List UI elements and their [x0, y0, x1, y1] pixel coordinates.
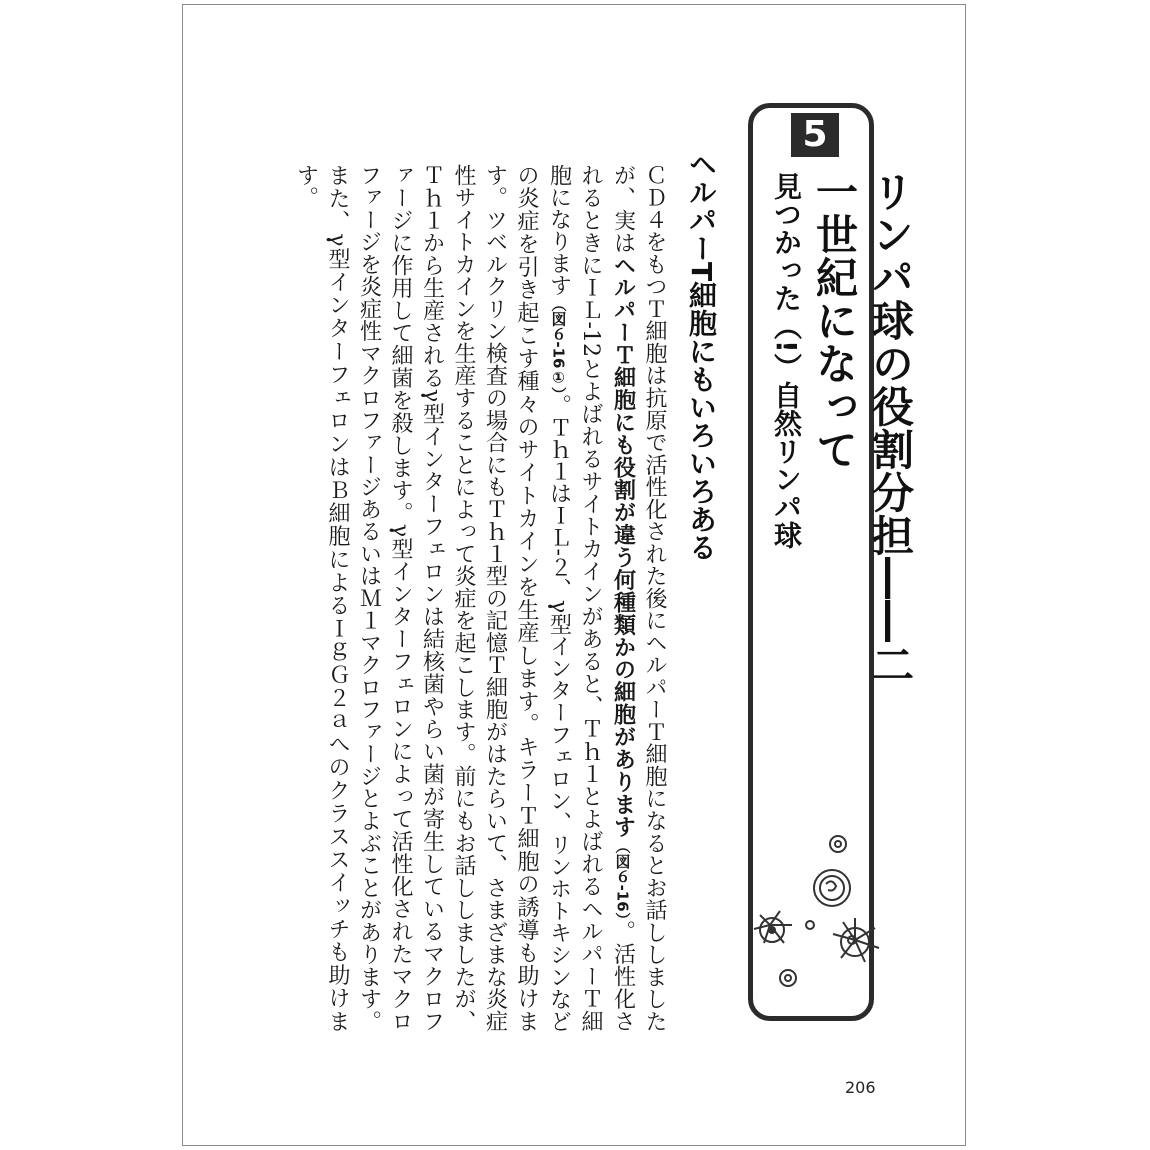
body-text-part: 。活性化されるときにＩＬ-12とよばれるサイトカインがあると、Ｔｈ１とよばれるヘルパーＴ細胞になります: [546, 164, 636, 1033]
body-emphasis: ヘルパーＴ細胞にも役割が違う何種類かの細胞があります: [610, 253, 636, 839]
page-number: 206: [845, 1078, 876, 1097]
section-heading: ヘルパーT細胞にもいろいろある: [685, 150, 718, 562]
figure-reference: （図６-16①）: [549, 296, 568, 395]
body-paragraph: [286, 164, 670, 1032]
figure-reference: （図６-16）: [613, 838, 632, 921]
chapter-title-main: リンパ球の役割分担――二一世紀になって: [810, 170, 915, 686]
chapter-number: 5: [791, 113, 839, 157]
body-text-part: ＣＤ４をもつＴ細胞は抗原で活性化された後にヘルパーＴ細胞になるとお話ししましたが、実は: [610, 164, 667, 1033]
chapter-title-sub: 見つかった（!）自然リンパ球: [770, 172, 803, 549]
body-text-part: 。Ｔｈ１はＩＬ-２、γ型インターフェロン、リンホトキシンなどの炎症を引き起こす種々のサイトカインを生産します。キラーＴ細胞の誘導も助けます。ツベルクリン検査の場合にもＴｈ１型の記憶Ｔ細胞がはたらいて、さまざまな炎症性サイトカインを生産することによって炎症を起こします。前にもお話ししましたが、Ｔｈ１から生産されるγ型インターフェロンは結核菌やらい菌が寄生しているマクロファージに作用して細菌を殺します。γ型インターフェロンによって活性化されたマクロファージを炎症性マクロファージあるいはＭ１マクロファージとよぶことがあります。また、γ型インターフェロンはＢ細胞によるＩｇＧ２ａへのクラススイッチも助けます。: [293, 164, 572, 1033]
immune-cells-icon: [740, 830, 890, 1000]
